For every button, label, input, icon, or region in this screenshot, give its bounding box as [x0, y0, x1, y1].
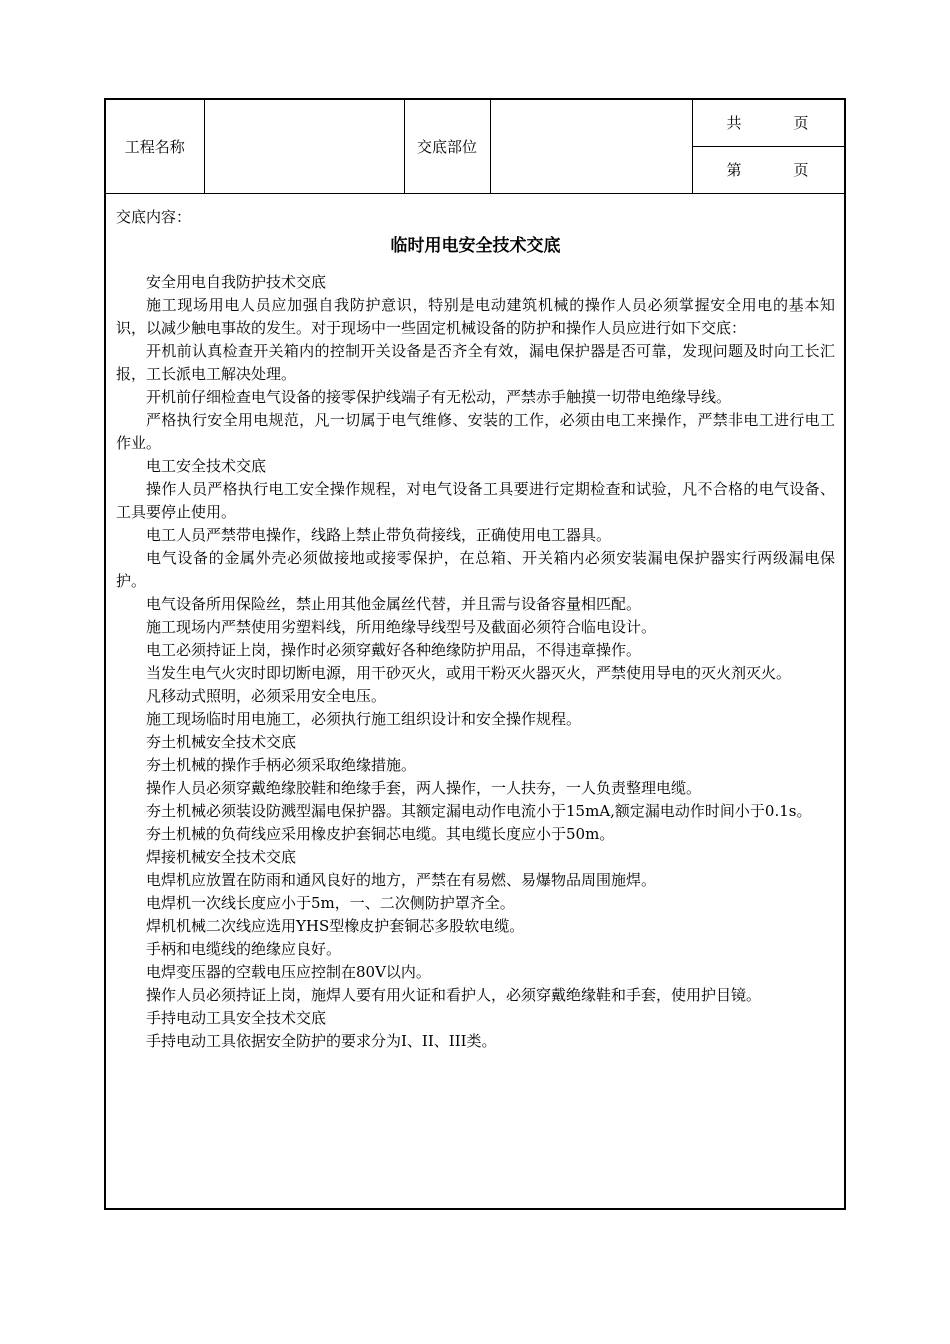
content-paragraph: 电工必须持证上岗，操作时必须穿戴好各种绝缘防护用品，不得违章操作。	[146, 641, 642, 659]
content-paragraph: 操作人员严格执行电工安全操作规程，对电气设备工具要进行定期检查和试验，凡不合格的电气设备、工具要停止使用。	[116, 480, 835, 521]
disclosure-form	[104, 98, 846, 1210]
location-label: 交底部位	[404, 100, 490, 193]
content-paragraph: 施工现场内严禁使用劣塑料线，所用绝缘导线型号及截面必须符合临电设计。	[146, 618, 657, 636]
content-paragraph: 电气设备所用保险丝，禁止用其他金属丝代替，并且需与设备容量相匹配。	[146, 595, 642, 613]
content-paragraph: 电焊机一次线长度应小于5m，一、二次侧防护罩齐全。	[146, 894, 515, 912]
content-paragraph: 电工人员严禁带电操作，线路上禁止带负荷接线，正确使用电工器具。	[146, 526, 612, 544]
content-intro-label: 交底内容：	[116, 208, 192, 226]
project-name-value[interactable]	[204, 100, 404, 193]
current-page-cell	[692, 146, 844, 193]
content-paragraph: 操作人员必须穿戴绝缘胶鞋和绝缘手套，两人操作，一人扶夯，一人负责整理电缆。	[146, 779, 702, 797]
content-paragraph: 夯土机械的操作手柄必须采取绝缘措施。	[146, 756, 417, 774]
document-title: 临时用电安全技术交底	[390, 236, 561, 256]
content-paragraph: 开机前仔细检查电气设备的接零保护线端子有无松动，严禁赤手触摸一切带电绝缘导线。	[146, 388, 732, 406]
content-paragraph: 开机前认真检查开关箱内的控制开关设备是否齐全有效，漏电保护器是否可靠，发现问题及时向工长汇报，工长派电工解决处理。	[116, 342, 835, 383]
content-paragraph: 电焊机应放置在防雨和通风良好的地方，严禁在有易燃、易爆物品周围施焊。	[146, 871, 657, 889]
content-paragraph: 安全用电自我防护技术交底	[146, 273, 327, 291]
disclosure-content	[106, 193, 844, 1208]
content-paragraph: 施工现场用电人员应加强自我防护意识，特别是电动建筑机械的操作人员必须掌握安全用电的基本知识，以减少触电事故的发生。对于现场中一些固定机械设备的防护和操作人员应进行如下交底：	[116, 296, 835, 337]
content-paragraph: 夯土机械安全技术交底	[146, 733, 297, 751]
total-pages-prefix: 共	[726, 114, 742, 133]
content-paragraph: 电焊变压器的空载电压应控制在80V以内。	[146, 963, 431, 981]
form-header-table	[106, 100, 844, 194]
content-paragraph: 夯土机械必须装设防溅型漏电保护器。其额定漏电动作电流小于15mA,额定漏电动作时间小于0.1s。	[146, 802, 812, 820]
content-paragraph: 当发生电气火灾时即切断电源，用干砂灭火，或用干粉灭火器灭火，严禁使用导电的灭火剂灭火。	[146, 664, 792, 682]
current-page-prefix: 第	[726, 161, 742, 179]
content-paragraph: 手持电动工具依据安全防护的要求分为I、II、III类。	[146, 1032, 497, 1050]
content-paragraph: 电工安全技术交底	[146, 457, 267, 475]
content-paragraph: 凡移动式照明，必须采用安全电压。	[146, 687, 387, 705]
paragraph-list	[116, 271, 835, 1053]
project-name-label: 工程名称	[106, 100, 204, 193]
content-paragraph: 手持电动工具安全技术交底	[146, 1009, 327, 1027]
content-paragraph: 施工现场临时用电施工，必须执行施工组织设计和安全操作规程。	[146, 710, 582, 728]
content-paragraph: 手柄和电缆线的绝缘应良好。	[146, 940, 342, 958]
content-paragraph: 焊机机械二次线应选用YHS型橡皮护套铜芯多股软电缆。	[146, 917, 525, 935]
location-value[interactable]	[490, 100, 692, 193]
content-paragraph: 操作人员必须持证上岗，施焊人要有用火证和看护人，必须穿戴绝缘鞋和手套，使用护目镜。	[146, 986, 762, 1004]
content-paragraph: 夯土机械的负荷线应采用橡皮护套铜芯电缆。其电缆长度应小于50m。	[146, 825, 615, 843]
total-pages-suffix: 页	[793, 114, 809, 133]
current-page-suffix: 页	[793, 161, 809, 179]
content-paragraph: 严格执行安全用电规范，凡一切属于电气维修、安装的工作，必须由电工来操作，严禁非电工进行电工作业。	[116, 411, 835, 452]
content-paragraph: 电气设备的金属外壳必须做接地或接零保护，在总箱、开关箱内必须安装漏电保护器实行两级漏电保护。	[116, 549, 835, 590]
content-paragraph: 焊接机械安全技术交底	[146, 848, 297, 866]
total-pages-cell	[692, 100, 844, 146]
